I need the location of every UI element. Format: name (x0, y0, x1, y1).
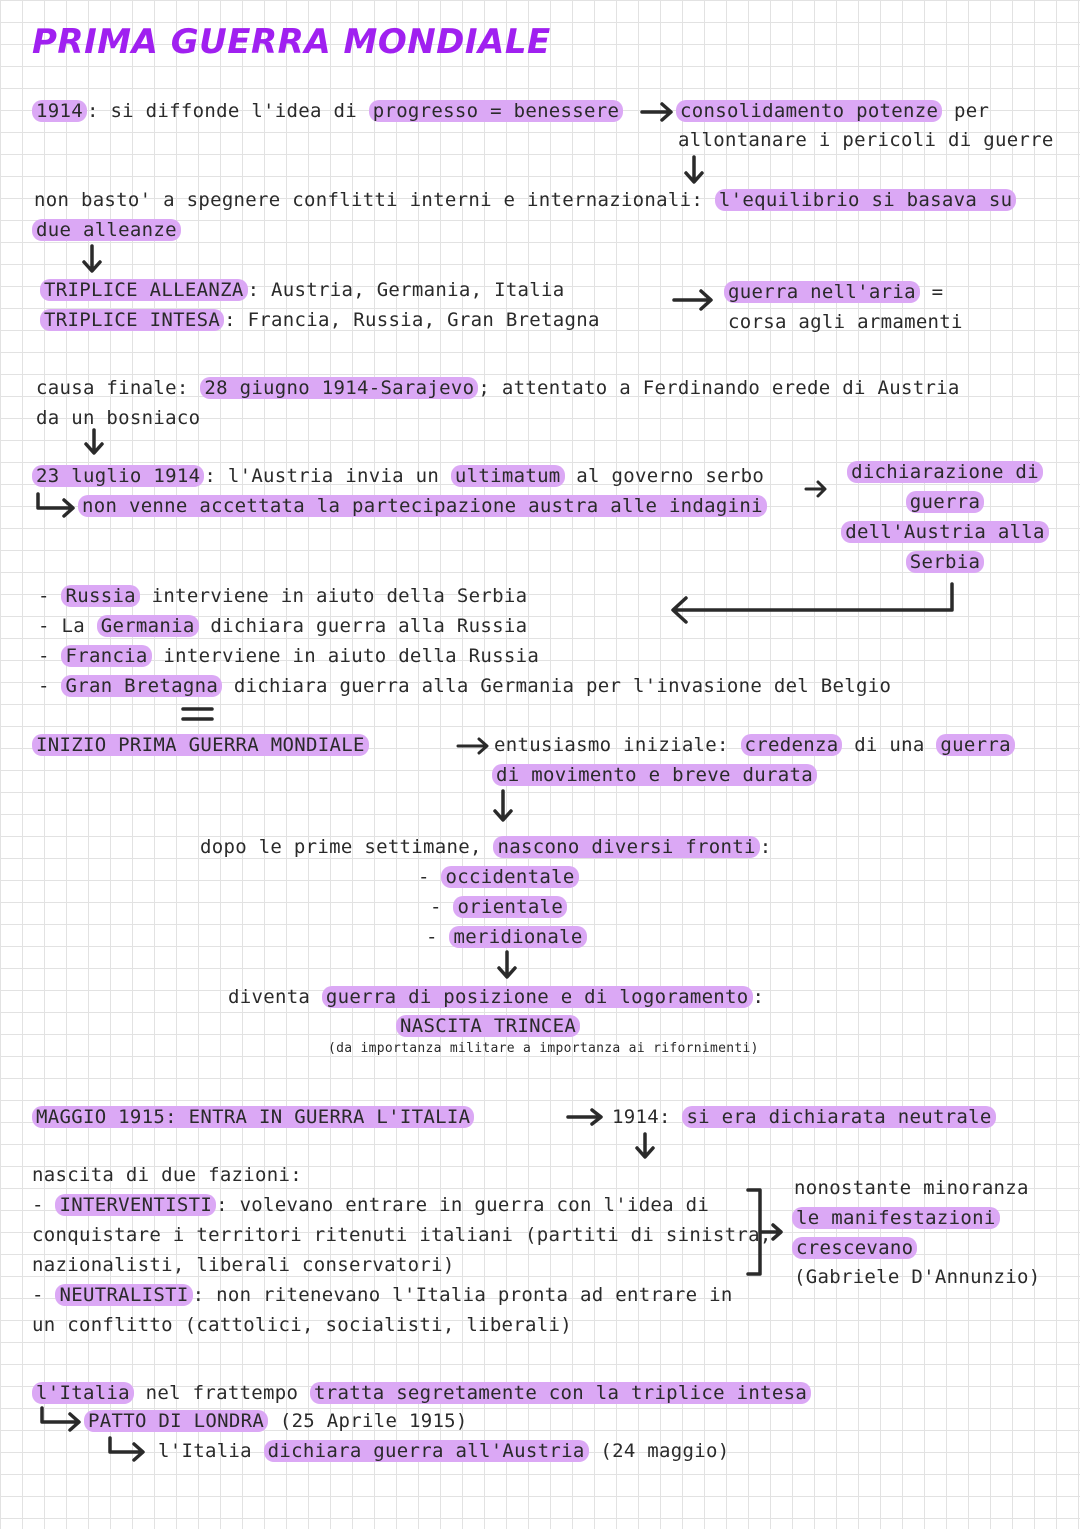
label: tratta segretamente con la triplice intesa (310, 1382, 811, 1404)
list-item-germania: - La Germania dichiara guerra alla Russia (38, 615, 528, 637)
label: dichiara guerra all'Austria (264, 1440, 589, 1462)
label: occidentale (441, 866, 578, 888)
arrow-left-elbow-icon (668, 580, 960, 630)
list-item-gran-bretagna: - Gran Bretagna dichiara guerra alla Germania per l'invasione del Belgio (38, 675, 892, 697)
dich-line-3 (840, 519, 1050, 545)
dannunzio: (Gabriele D'Annunzio) (794, 1266, 1041, 1288)
equals-icon (180, 703, 216, 725)
movimento (492, 762, 817, 788)
text: al governo serbo (564, 465, 765, 487)
corsa-armamenti: corsa agli armamenti (728, 311, 963, 333)
text: dichiara guerra alla Russia (198, 615, 528, 637)
due-alleanze: due alleanze (32, 219, 181, 241)
label: Francia (61, 645, 151, 667)
guerra-aria (724, 279, 943, 305)
luglio-1914 (32, 463, 764, 489)
text: non basto' a spegnere conflitti interni e internazionali: (34, 189, 715, 211)
guerra: guerra (936, 734, 1014, 756)
text: per (942, 100, 990, 122)
entusiasmo (494, 732, 1015, 758)
label: l'Italia (32, 1382, 134, 1404)
line-1914 (32, 98, 623, 124)
text: (25 Aprile 1915) (268, 1410, 468, 1432)
arrow-right-icon (804, 478, 830, 500)
text: entusiasmo iniziale: (494, 734, 741, 756)
arrow-down-icon (80, 244, 104, 276)
arrow-right-icon (640, 100, 676, 124)
label: orientale (453, 896, 567, 918)
label: Serbia (906, 551, 984, 573)
arrow-return-icon (36, 1406, 86, 1432)
label: nascono diversi fronti (493, 836, 759, 858)
arrow-right-icon (456, 735, 492, 757)
text: : Francia, Russia, Gran Bretagna (224, 309, 600, 331)
text: diventa (228, 986, 322, 1008)
fazioni: nascita di due fazioni: (32, 1164, 302, 1186)
arrow-down-icon (494, 950, 520, 982)
fronti (200, 834, 772, 860)
label: Russia (61, 585, 139, 607)
text: 1914: (612, 1106, 683, 1128)
label: NEUTRALISTI (55, 1284, 192, 1306)
text: : (759, 836, 772, 858)
label: Gran Bretagna (61, 675, 222, 697)
label: TRIPLICE INTESA (40, 309, 224, 331)
text: di una (842, 734, 937, 756)
text: : l'Austria invia un (204, 465, 451, 487)
manifestazioni (792, 1205, 1000, 1231)
date: 23 luglio 1914 (32, 465, 204, 487)
text: interviene in aiuto della Russia (151, 645, 540, 667)
equilibrio: l'equilibrio si basava su (715, 189, 1016, 211)
label: dell'Austria alla (841, 521, 1049, 543)
label: meridionale (449, 926, 586, 948)
crescevano (792, 1235, 917, 1261)
triplice-alleanza (40, 277, 565, 303)
arrow-down-icon (82, 428, 106, 458)
consolidamento-potenze: consolidamento potenze (676, 100, 942, 122)
trincea-note: (da importanza militare a importanza ai rifornimenti) (328, 1041, 759, 1056)
text: (24 maggio) (588, 1440, 730, 1462)
fronte-orientale: - orientale (430, 894, 567, 920)
text: : non ritenevano l'Italia pronta ad entrare in (192, 1284, 733, 1306)
progresso-benessere: progresso = benessere (369, 100, 624, 122)
nascita-trincea (396, 1013, 580, 1039)
nonostante: nonostante minoranza (794, 1177, 1029, 1199)
dich-line-1 (840, 459, 1050, 485)
label: NASCITA TRINCEA (396, 1015, 580, 1037)
text: La (61, 615, 97, 637)
line-bosniaco: da un bosniaco (36, 407, 201, 429)
label: PATTO DI LONDRA (84, 1410, 268, 1432)
arrow-right-icon (672, 287, 716, 313)
fronte-occidentale: - occidentale (418, 864, 579, 890)
line-allontanare: allontanare i pericoli di guerre (678, 129, 1054, 151)
label: guerra (906, 491, 984, 513)
non-accettata (78, 493, 767, 519)
text: dichiara guerra alla Germania per l'invasione del Belgio (222, 675, 892, 697)
text: causa finale: (36, 377, 201, 399)
interventisti: - INTERVENTISTI : volevano entrare in guerra con l'idea di (32, 1194, 710, 1216)
label: di movimento e breve durata (492, 764, 817, 786)
italia-tratta (32, 1380, 811, 1406)
maggio-1915 (32, 1104, 474, 1130)
dichiara-austria (158, 1438, 729, 1464)
label: dichiarazione di (847, 461, 1043, 483)
arrow-down-icon (682, 155, 706, 187)
causa-finale (36, 375, 960, 401)
label: crescevano (792, 1237, 917, 1259)
text: interviene in aiuto della Serbia (139, 585, 528, 607)
guerra-posizione (228, 984, 764, 1010)
arrow-return-icon (104, 1436, 150, 1462)
dich-line-4 (840, 549, 1050, 575)
text: dopo le prime settimane, (200, 836, 494, 858)
label: INTERVENTISTI (55, 1194, 216, 1216)
line-due-alleanze (32, 217, 181, 243)
text: : volevano entrare in guerra con l'idea di (216, 1194, 710, 1216)
year-1914: 1914 (32, 100, 87, 122)
inizio-guerra (32, 732, 369, 758)
ultimatum: ultimatum (451, 465, 565, 487)
label: si era dichiarata neutrale (682, 1106, 995, 1128)
fronte-meridionale: - meridionale (426, 924, 587, 950)
interventisti-2: conquistare i territori ritenuti italiani (partiti di sinistra, (32, 1224, 772, 1246)
text: : (752, 986, 765, 1008)
text: : si diffonde l'idea di (86, 100, 369, 122)
text: ; attentato a Ferdinando erede di Austria (478, 377, 960, 399)
neutralisti-2: un conflitto (cattolici, socialisti, liberali) (32, 1314, 572, 1336)
label: INIZIO PRIMA GUERRA MONDIALE (32, 734, 369, 756)
dich-line-2 (840, 489, 1050, 515)
list-item-francia: - Francia interviene in aiuto della Russia (38, 645, 540, 667)
neutrale (612, 1104, 996, 1130)
text: l'Italia (158, 1440, 264, 1462)
bracket-arrow-icon (744, 1188, 790, 1280)
label: MAGGIO 1915: ENTRA IN GUERRA L'ITALIA (32, 1106, 474, 1128)
consolidamento (676, 98, 989, 124)
arrow-return-icon (32, 492, 80, 518)
list-item-russia: - Russia interviene in aiuto della Serbia (38, 585, 528, 607)
label: guerra di posizione e di logoramento (322, 986, 753, 1008)
patto-londra (84, 1408, 468, 1434)
text: nel frattempo (133, 1382, 311, 1404)
sarajevo: 28 giugno 1914-Sarajevo (200, 377, 478, 399)
text: : Austria, Germania, Italia (247, 279, 565, 301)
label: non venne accettata la partecipazione austra alle indagini (78, 495, 767, 517)
triplice-intesa (40, 307, 600, 333)
line-non-basto (34, 187, 1016, 213)
arrow-down-icon (632, 1132, 658, 1162)
text: = (919, 281, 944, 303)
neutralisti: - NEUTRALISTI : non ritenevano l'Italia pronta ad entrare in (32, 1284, 733, 1306)
arrow-down-icon (490, 789, 516, 825)
arrow-right-icon (566, 1106, 606, 1128)
credenza: credenza (741, 734, 843, 756)
interventisti-3: nazionalisti, liberali conservatori) (32, 1254, 455, 1276)
label: guerra nell'aria (724, 281, 920, 303)
page-title: PRIMA GUERRA MONDIALE (32, 22, 551, 62)
label: TRIPLICE ALLEANZA (40, 279, 248, 301)
label: le manifestazioni (792, 1207, 1000, 1229)
label: Germania (97, 615, 199, 637)
